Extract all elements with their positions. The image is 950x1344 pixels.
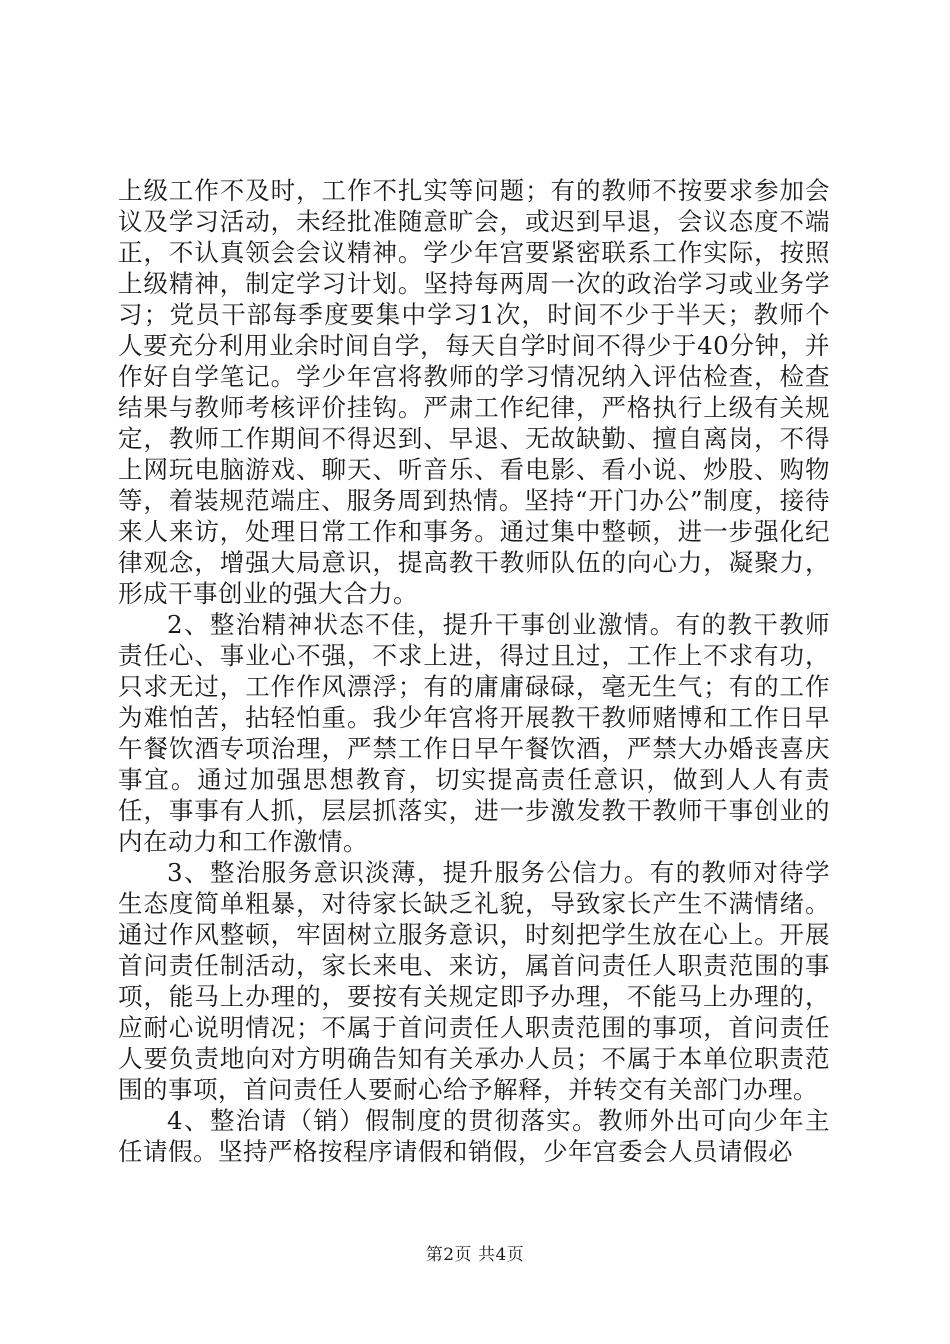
paragraph-item-3: 3、整治服务意识淡薄，提升服务公信力。有的教师对待学生态度简单粗暴，对待家长缺乏礼貌，导致家长产生不满情绪。通过作风整顿，牢固树立服务意识，时刻把学生放在心上。开展首问责任制活动，家长来电、来访，属首问责任人职责范围的事项，能马上办理的，要按有关规定即予办理，不能马上办理的，应耐心说明情况；不属于首问责任人职责范围的事项，首问责任人要负责地向对方明确告知有关承办人员；不属于本单位职责范围的事项，首问责任人要耐心给予解释，并转交有关部门办理。	[118, 858, 830, 1104]
document-body	[118, 175, 830, 1167]
paragraph-item-4: 4、整治请（销）假制度的贯彻落实。教师外出可向少年主任请假。坚持严格按程序请假和销假，少年宫委会人员请假必	[118, 1106, 830, 1166]
paragraph-item-2: 2、整治精神状态不佳，提升干事创业激情。有的教干教师责任心、事业心不强，不求上进，得过且过，工作上不求有功，只求无过，工作作风漂浮；有的庸庸碌碌，毫无生气；有的工作为难怕苦，拈轻怕重。我少年宫将开展教干教师赌博和工作日早午餐饮酒专项治理，严禁工作日早午餐饮酒，严禁大办婚丧喜庆事宜。通过加强思想教育，切实提高责任意识，做到人人有责任，事事有人抓，层层抓落实，进一步激发教干教师干事创业的内在动力和工作激情。	[118, 610, 830, 856]
paragraph-continued: 上级工作不及时，工作不扎实等问题；有的教师不按要求参加会议及学习活动，未经批准随意旷会，或迟到早退，会议态度不端正，不认真领会会议精神。学少年宫要紧密联系工作实际，按照上级精神，制定学习计划。坚持每两周一次的政治学习或业务学习；党员干部每季度要集中学习1次，时间不少于半天；教师个人要充分利用业余时间自学，每天自学时间不得少于40分钟，并作好自学笔记。学少年宫将教师的学习情况纳入评估检查，检查结果与教师考核评价挂钩。严肃工作纪律，严格执行上级有关规定，教师工作期间不得迟到、早退、无故缺勤、擅自离岗，不得上网玩电脑游戏、聊天、听音乐、看电影、看小说、炒股、购物等，着装规范端庄、服务周到热情。坚持“开门办公”制度，接待来人来访，处理日常工作和事务。通过集中整顿，进一步强化纪律观念，增强大局意识，提高教干教师队伍的向心力，凝聚力，形成干事创业的强大合力。	[118, 176, 830, 608]
page-footer	[0, 1244, 950, 1266]
page-number: 第2页 共4页	[425, 1245, 525, 1265]
